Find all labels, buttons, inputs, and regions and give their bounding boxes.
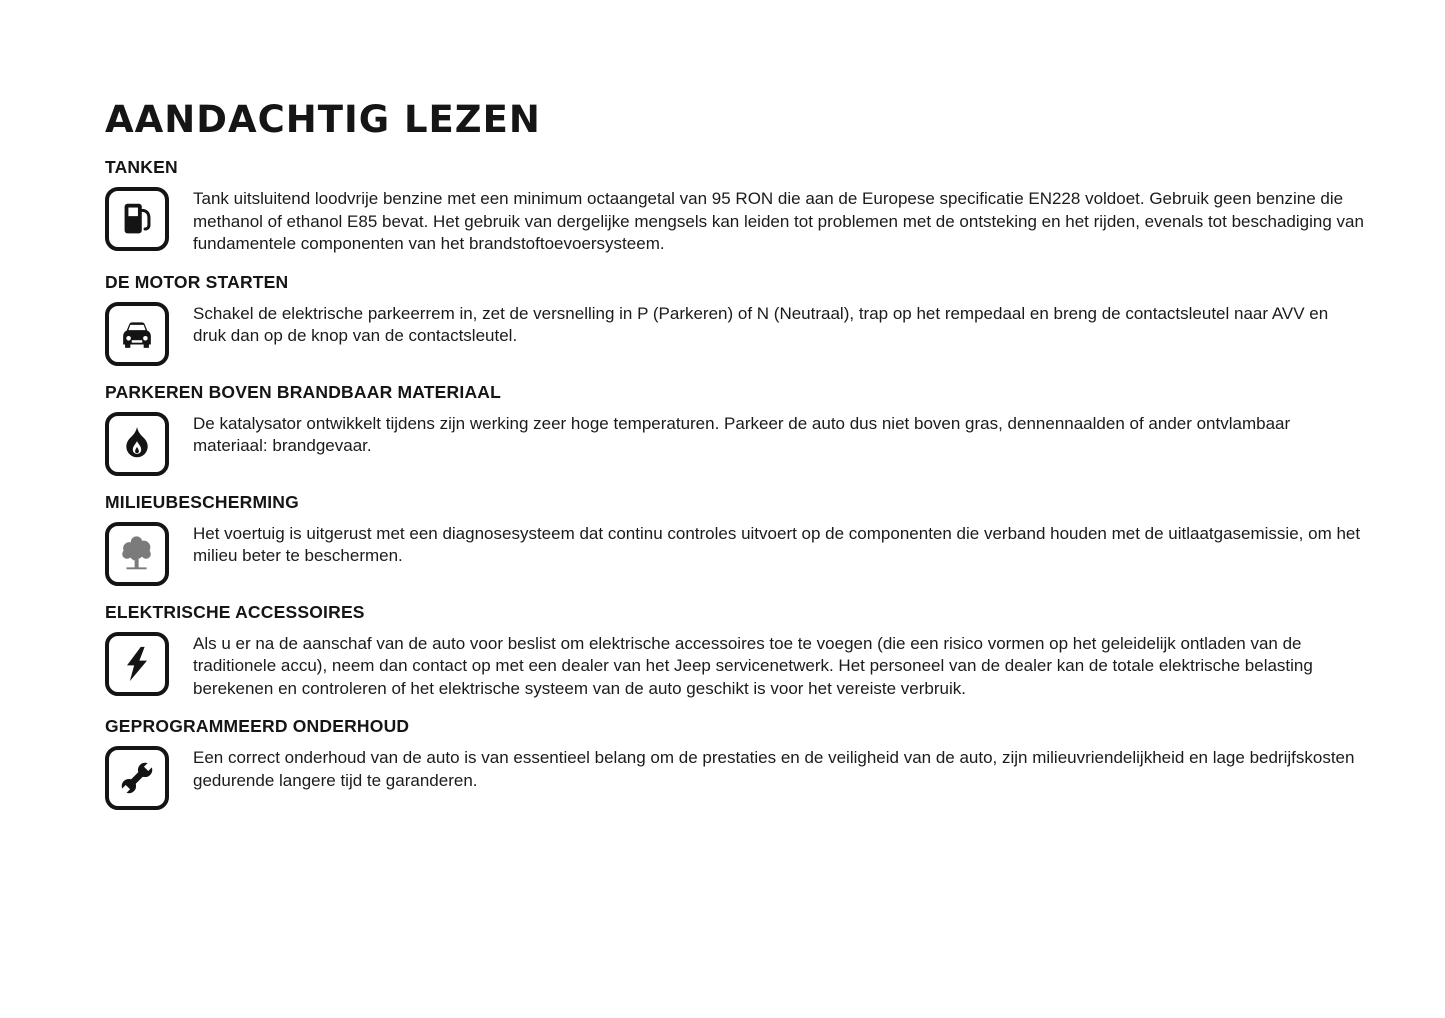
section-heading: TANKEN	[105, 157, 178, 177]
section-row	[105, 302, 1365, 366]
lightning-icon	[116, 643, 158, 685]
section-body: Als u er na de aanschaf van de auto voor beslist om elektrische accessoires toe te voegen (die een risico vormen op het geleidelijk ontladen van de traditionele accu), neem dan contact op met een dealer van het Jeep servicenetwerk. Het personeel van de dealer kan de totale elektrische belasting berekenen en controleren of het elektrische systeem van de auto geschikt is voor het vereiste verbruik.	[193, 633, 1313, 698]
section-body: Tank uitsluitend loodvrije benzine met een minimum octaangetal van 95 RON die aan de Europese specificatie EN228 voldoet. Gebruik geen benzine die methanol of ethanol E85 bevat. Het gebruik van dergelijke mengsels kan leiden tot problemen met de ontsteking en het rijden, evenals tot beschadiging van fundamentele componenten van het brandstoftoevoersysteem.	[193, 189, 1364, 253]
icon-box	[105, 412, 169, 476]
wrench-icon	[116, 757, 158, 799]
page-title: AANDACHTIG LEZEN	[105, 98, 541, 141]
section-heading: GEPROGRAMMEERD ONDERHOUD	[105, 716, 410, 736]
flame-icon	[116, 423, 158, 465]
section-geprogrammeerd-onderhoud	[105, 716, 1365, 810]
section-heading: ELEKTRISCHE ACCESSOIRES	[105, 601, 365, 622]
section-milieubescherming	[105, 492, 1365, 586]
icon-box	[105, 632, 169, 696]
car-icon	[116, 313, 158, 355]
icon-box	[105, 746, 169, 810]
section-elektrische-accessoires	[105, 602, 1365, 701]
section-motor-starten	[105, 272, 1365, 366]
section-parkeren-brandbaar	[105, 382, 1365, 476]
section-row	[105, 746, 1365, 810]
icon-box	[105, 302, 169, 366]
section-body: Het voertuig is uitgerust met een diagnosesysteem dat continu controles uitvoert op de componenten die verband houden met de uitlaatgasemissie, om het milieu beter te beschermen.	[193, 523, 1361, 565]
section-body: De katalysator ontwikkelt tijdens zijn werking zeer hoge temperaturen. Parkeer de auto dus niet boven gras, dennennaalden of ander ontvlambaar materiaal: brandgevaar.	[193, 413, 1291, 455]
section-row	[105, 187, 1365, 256]
section-row	[105, 522, 1365, 586]
section-row	[105, 632, 1365, 701]
section-row	[105, 412, 1365, 476]
icon-box	[105, 187, 169, 251]
section-heading: MILIEUBESCHERMING	[105, 491, 299, 512]
section-heading: PARKEREN BOVEN BRANDBAAR MATERIAAL	[105, 381, 502, 402]
section-body: Een correct onderhoud van de auto is van essentieel belang om de prestaties en de veiligheid van de auto, zijn milieuvriendelijkheid en lage bedrijfskosten gedurende langere tijd te garanderen.	[193, 748, 1355, 790]
fuel-pump-icon	[116, 198, 158, 240]
icon-box	[105, 522, 169, 586]
section-body: Schakel de elektrische parkeerrem in, zet de versnelling in P (Parkeren) of N (Neutraal), trap op het rempedaal en breng de contactsleutel naar AVV en druk dan op de knop van de contactsleutel.	[193, 303, 1329, 345]
section-tanken	[105, 157, 1365, 256]
section-heading: DE MOTOR STARTEN	[105, 271, 289, 292]
tree-icon	[116, 533, 158, 575]
